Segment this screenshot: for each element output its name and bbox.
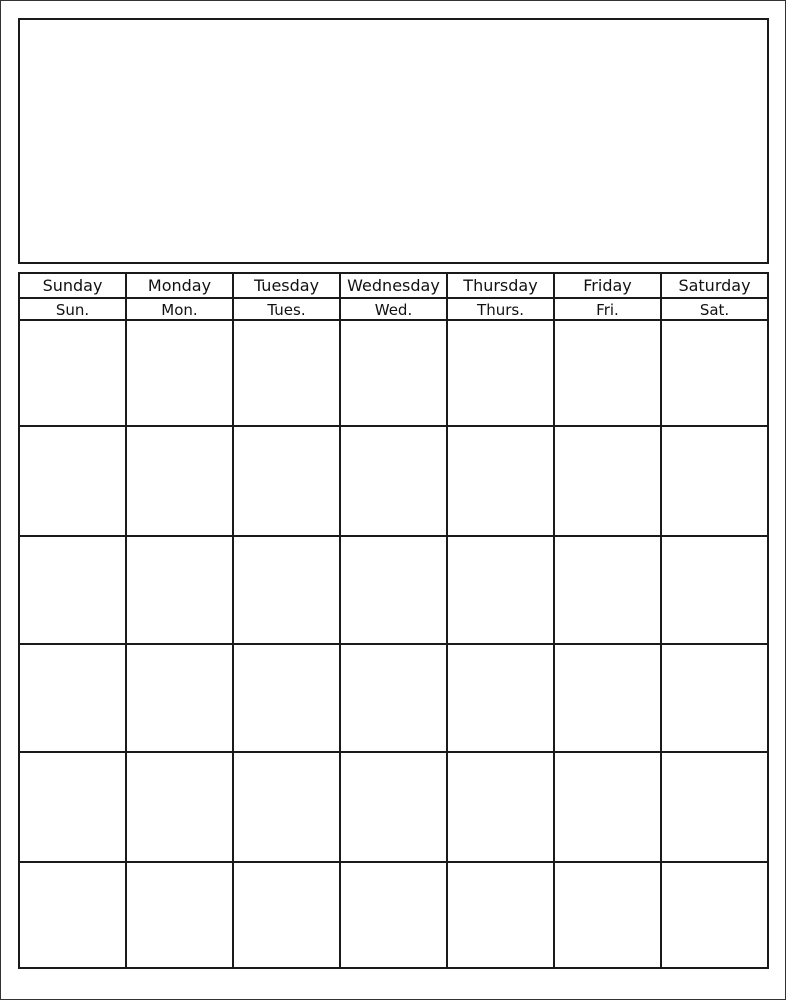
day-cell[interactable] xyxy=(127,537,234,643)
weekday-header-friday: Friday xyxy=(555,274,662,297)
day-cell[interactable] xyxy=(127,645,234,751)
day-cell[interactable] xyxy=(234,427,341,535)
day-cell[interactable] xyxy=(448,537,555,643)
day-cell[interactable] xyxy=(127,321,234,425)
day-cell[interactable] xyxy=(448,321,555,425)
weekday-abbr-saturday: Sat. xyxy=(699,301,730,319)
day-cell[interactable] xyxy=(20,321,127,425)
weekday-abbr-thursday: Thurs. xyxy=(448,299,555,319)
day-cell[interactable] xyxy=(555,427,662,535)
weekday-header-thursday: Thursday xyxy=(448,274,555,297)
day-cell[interactable] xyxy=(127,863,234,967)
day-cell[interactable] xyxy=(555,863,662,967)
day-cell[interactable] xyxy=(234,753,341,861)
day-cell[interactable] xyxy=(234,537,341,643)
day-cell[interactable] xyxy=(662,645,767,751)
day-cell[interactable] xyxy=(341,645,448,751)
weekday-header-row xyxy=(20,274,767,299)
day-cell[interactable] xyxy=(662,863,767,967)
day-cell[interactable] xyxy=(448,645,555,751)
weekday-header-saturday: Saturday xyxy=(678,276,751,295)
weekday-abbr-row xyxy=(20,299,767,321)
weekday-abbr-wednesday: Wed. xyxy=(341,299,448,319)
day-cell[interactable] xyxy=(234,863,341,967)
day-cell[interactable] xyxy=(555,537,662,643)
week-row xyxy=(20,753,767,863)
day-cell[interactable] xyxy=(662,753,767,861)
day-cell[interactable] xyxy=(234,645,341,751)
day-cell[interactable] xyxy=(448,753,555,861)
day-cell[interactable] xyxy=(448,863,555,967)
weekday-abbr-tuesday: Tues. xyxy=(234,299,341,319)
day-cell[interactable] xyxy=(234,321,341,425)
day-cell[interactable] xyxy=(341,321,448,425)
day-cell[interactable] xyxy=(20,753,127,861)
week-row xyxy=(20,321,767,427)
calendar-grid xyxy=(18,272,769,969)
week-row xyxy=(20,645,767,753)
week-row xyxy=(20,427,767,537)
day-cell[interactable] xyxy=(127,427,234,535)
day-cell[interactable] xyxy=(555,645,662,751)
day-cell[interactable] xyxy=(127,753,234,861)
day-cell[interactable] xyxy=(662,427,767,535)
weekday-header-wednesday: Wednesday xyxy=(341,274,448,297)
day-cell[interactable] xyxy=(555,753,662,861)
weekday-abbr-monday: Mon. xyxy=(127,299,234,319)
day-cell[interactable] xyxy=(20,645,127,751)
day-cell[interactable] xyxy=(448,427,555,535)
day-cell[interactable] xyxy=(555,321,662,425)
weekday-header-tuesday: Tuesday xyxy=(234,274,341,297)
weekday-header-monday: Monday xyxy=(127,274,234,297)
day-cell[interactable] xyxy=(20,537,127,643)
week-row xyxy=(20,537,767,645)
month-title-box[interactable] xyxy=(18,18,769,264)
day-cell[interactable] xyxy=(341,863,448,967)
day-cell[interactable] xyxy=(20,427,127,535)
week-row xyxy=(20,863,767,967)
day-cell[interactable] xyxy=(20,863,127,967)
day-cell[interactable] xyxy=(341,427,448,535)
weekday-header-sunday: Sunday xyxy=(20,274,127,297)
weekday-abbr-friday: Fri. xyxy=(555,299,662,319)
day-cell[interactable] xyxy=(341,537,448,643)
day-cell[interactable] xyxy=(662,537,767,643)
day-cell[interactable] xyxy=(662,321,767,425)
weekday-abbr-sunday: Sun. xyxy=(20,299,127,319)
day-cell[interactable] xyxy=(341,753,448,861)
